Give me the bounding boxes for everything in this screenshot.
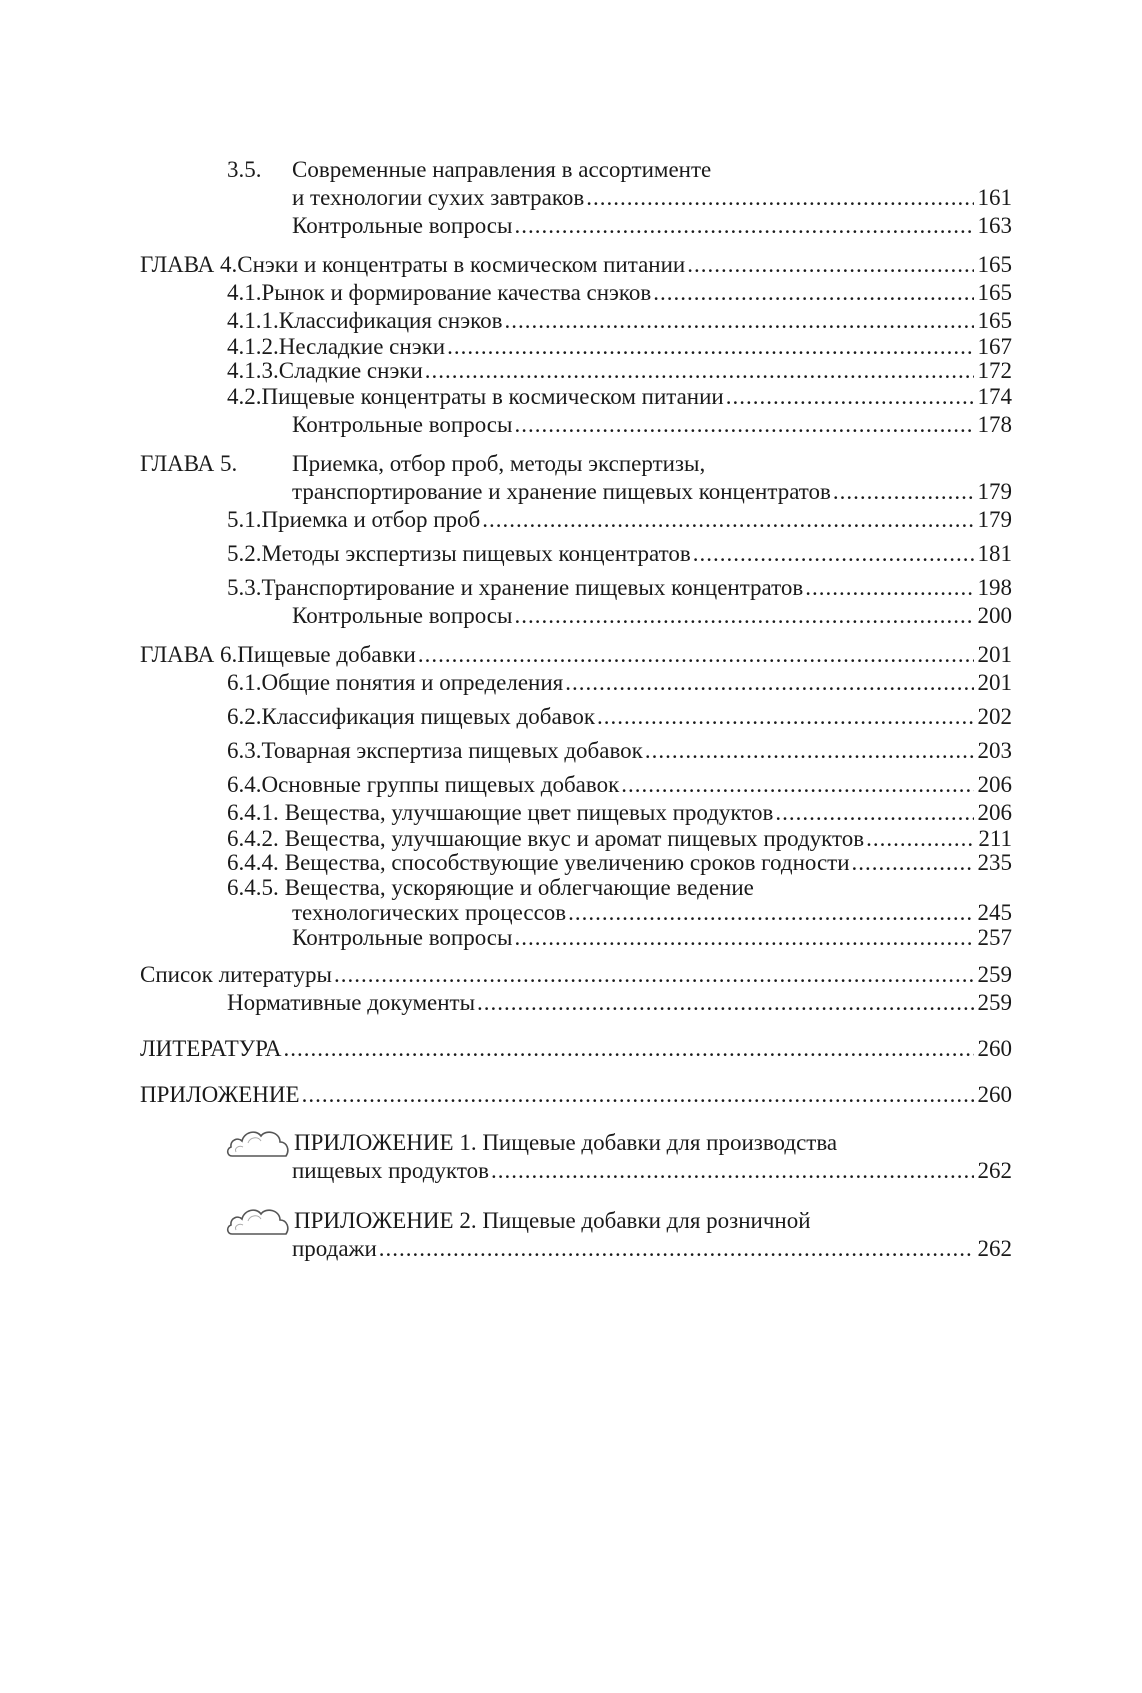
entry-title: Классификация снэков <box>278 308 503 333</box>
dot-leader <box>621 771 974 799</box>
dot-leader <box>866 827 974 851</box>
toc-entry-6-2[interactable] <box>140 703 1012 731</box>
entry-title: Пищевые добавки <box>237 642 416 667</box>
toc-entry-appendix-2[interactable] <box>140 1207 1012 1263</box>
entry-number: 4.2. <box>227 384 262 409</box>
dot-leader <box>477 989 974 1017</box>
toc-entry-6-4[interactable] <box>140 771 1012 799</box>
entry-number: 4.1. <box>227 280 262 305</box>
entry-title-cont: технологических процессов <box>292 900 567 925</box>
page-number: 262 <box>977 1158 1012 1183</box>
entry-number: 4.1.2. <box>227 334 279 359</box>
cloud-icon <box>226 1123 292 1159</box>
dot-leader <box>514 925 974 950</box>
entry-title: Вещества, улучшающие цвет пищевых продуктов <box>284 800 774 825</box>
dot-leader <box>805 574 974 602</box>
dot-leader <box>491 1157 974 1185</box>
toc-entry-3-5[interactable] <box>140 156 1012 212</box>
page-number: 167 <box>977 334 1012 359</box>
toc-entry-4-1-3[interactable] <box>140 359 1012 383</box>
dot-leader <box>447 335 974 359</box>
dot-leader <box>775 799 974 827</box>
page-number: 260 <box>977 1036 1012 1061</box>
entry-title-cont: продажи <box>292 1236 377 1261</box>
page-number: 203 <box>977 738 1012 763</box>
dot-leader <box>568 900 974 925</box>
entry-title: Контрольные вопросы <box>292 213 513 238</box>
entry-title: Контрольные вопросы <box>292 412 513 437</box>
table-of-contents <box>140 156 1012 1263</box>
page-number: 179 <box>977 479 1012 504</box>
dot-leader <box>514 411 974 439</box>
entry-title: Пищевые концентраты в космическом питании <box>261 384 724 409</box>
toc-entry-control-questions[interactable] <box>140 212 1012 240</box>
chapter-number: ГЛАВА 5. <box>140 451 238 476</box>
entry-number: 4.1.3. <box>227 358 279 383</box>
cloud-icon <box>226 1201 292 1237</box>
toc-entry-5-2[interactable] <box>140 540 1012 568</box>
entry-number: 4.1.1. <box>227 308 279 333</box>
page-number: 211 <box>978 826 1012 851</box>
toc-entry-chapter-6[interactable] <box>140 641 1012 669</box>
entry-title: ПРИЛОЖЕНИЕ <box>140 1082 300 1107</box>
entry-number: 6.2. <box>227 704 262 729</box>
toc-entry-4-2[interactable] <box>140 383 1012 411</box>
toc-entry-6-4-2[interactable] <box>140 827 1012 851</box>
page-number: 201 <box>977 670 1012 695</box>
page-number: 165 <box>977 280 1012 305</box>
page-number: 260 <box>977 1082 1012 1107</box>
entry-number: 3.5. <box>227 157 262 182</box>
page-number: 161 <box>977 185 1012 210</box>
entry-number: 6.3. <box>227 738 262 763</box>
toc-entry-6-4-4[interactable] <box>140 851 1012 875</box>
page-number: 206 <box>977 800 1012 825</box>
entry-title: Сладкие снэки <box>278 358 423 383</box>
entry-title: Список литературы <box>140 962 332 987</box>
dot-leader <box>514 212 974 240</box>
entry-title: Снэки и концентраты в космическом питании <box>237 252 686 277</box>
toc-entry-appendix[interactable] <box>140 1081 1012 1109</box>
dot-leader <box>726 383 974 411</box>
dot-leader <box>482 506 974 534</box>
entry-title: ПРИЛОЖЕНИЕ 1. Пищевые добавки для производства <box>294 1130 838 1155</box>
toc-entry-4-1[interactable] <box>140 279 1012 307</box>
toc-entry-6-1[interactable] <box>140 669 1012 697</box>
entry-title: Нормативные документы <box>227 990 476 1015</box>
page-number: 178 <box>977 412 1012 437</box>
dot-leader <box>645 737 974 765</box>
dot-leader <box>852 851 974 875</box>
page-number: 201 <box>977 642 1012 667</box>
entry-title: Приемка, отбор проб, методы экспертизы, <box>292 451 706 476</box>
toc-entry-6-3[interactable] <box>140 737 1012 765</box>
dot-leader <box>418 641 974 669</box>
dot-leader <box>687 251 974 279</box>
entry-title: Методы экспертизы пищевых концентратов <box>261 541 691 566</box>
entry-title-cont: и технологии сухих завтраков <box>292 185 585 210</box>
entry-number: 6.4.1. <box>227 800 279 825</box>
entry-title: Приемка и отбор проб <box>261 507 481 532</box>
entry-title: Современные направления в ассортименте <box>292 157 712 182</box>
toc-entry-chapter-4[interactable] <box>140 251 1012 279</box>
entry-title: Товарная экспертиза пищевых добавок <box>261 738 643 763</box>
page-number: 163 <box>977 213 1012 238</box>
toc-entry-appendix-1[interactable] <box>140 1129 1012 1185</box>
page-number: 198 <box>977 575 1012 600</box>
toc-entry-normative-documents[interactable] <box>140 989 1012 1017</box>
toc-entry-4-1-2[interactable] <box>140 335 1012 359</box>
page-number: 257 <box>977 925 1012 950</box>
dot-leader <box>597 703 974 731</box>
page-number: 174 <box>977 384 1012 409</box>
entry-number: 5.3. <box>227 575 262 600</box>
entry-title: Несладкие снэки <box>278 334 446 359</box>
toc-entry-bibliography[interactable] <box>140 961 1012 989</box>
page-number: 259 <box>977 990 1012 1015</box>
page-number: 200 <box>977 603 1012 628</box>
entry-number: 6.1. <box>227 670 262 695</box>
entry-title: ЛИТЕРАТУРА <box>140 1036 282 1061</box>
page-number: 172 <box>977 358 1012 383</box>
toc-entry-chapter-5[interactable] <box>140 450 1012 506</box>
chapter-number: ГЛАВА 6. <box>140 642 238 667</box>
page-number: 259 <box>977 962 1012 987</box>
entry-title: Рынок и формирование качества снэков <box>261 280 652 305</box>
page-number: 206 <box>977 772 1012 797</box>
dot-leader <box>565 669 974 697</box>
dot-leader <box>514 602 974 630</box>
page-number: 165 <box>977 308 1012 333</box>
toc-entry-6-4-1[interactable] <box>140 799 1012 827</box>
toc-entry-control-questions[interactable] <box>140 925 1012 950</box>
dot-leader <box>833 478 974 506</box>
toc-entry-4-1-1[interactable] <box>140 307 1012 335</box>
entry-title: Классификация пищевых добавок <box>261 704 596 729</box>
entry-number: 6.4.5. <box>227 875 279 900</box>
entry-title: ПРИЛОЖЕНИЕ 2. Пищевые добавки для розничной <box>294 1208 811 1233</box>
page-number: 245 <box>977 900 1012 925</box>
dot-leader <box>504 307 974 335</box>
dot-leader <box>693 540 974 568</box>
entry-number: 6.4.2. <box>227 826 279 851</box>
page-number: 202 <box>977 704 1012 729</box>
entry-title: Общие понятия и определения <box>261 670 564 695</box>
entry-title: Основные группы пищевых добавок <box>261 772 620 797</box>
dot-leader <box>284 1035 974 1063</box>
entry-title: Контрольные вопросы <box>292 925 513 950</box>
dot-leader <box>586 184 974 212</box>
dot-leader <box>425 359 974 383</box>
toc-entry-control-questions[interactable] <box>140 602 1012 630</box>
dot-leader <box>379 1235 974 1263</box>
toc-entry-5-3[interactable] <box>140 574 1012 602</box>
entry-number: 5.1. <box>227 507 262 532</box>
entry-title-cont: пищевых продуктов <box>292 1158 489 1183</box>
dot-leader <box>302 1081 974 1109</box>
page-number: 179 <box>977 507 1012 532</box>
toc-entry-6-4-5[interactable] <box>140 875 1012 925</box>
entry-number: 6.4. <box>227 772 262 797</box>
toc-entry-5-1[interactable] <box>140 506 1012 534</box>
page-number: 262 <box>977 1236 1012 1261</box>
toc-entry-control-questions[interactable] <box>140 411 1012 439</box>
entry-title: Транспортирование и хранение пищевых концентратов <box>261 575 804 600</box>
toc-entry-literature[interactable] <box>140 1035 1012 1063</box>
chapter-number: ГЛАВА 4. <box>140 252 238 277</box>
dot-leader <box>334 961 974 989</box>
dot-leader <box>653 279 974 307</box>
entry-title: Вещества, улучшающие вкус и аромат пищевых продуктов <box>284 826 865 851</box>
entry-number: 5.2. <box>227 541 262 566</box>
entry-title: Контрольные вопросы <box>292 603 513 628</box>
entry-title: Вещества, ускоряющие и облегчающие ведение <box>284 875 754 900</box>
page-number: 181 <box>977 541 1012 566</box>
page-number: 165 <box>977 252 1012 277</box>
page-number: 235 <box>977 850 1012 875</box>
entry-title: Вещества, способствующие увеличению сроков годности <box>284 850 850 875</box>
entry-number: 6.4.4. <box>227 850 279 875</box>
entry-title-cont: транспортирование и хранение пищевых концентратов <box>292 479 831 504</box>
